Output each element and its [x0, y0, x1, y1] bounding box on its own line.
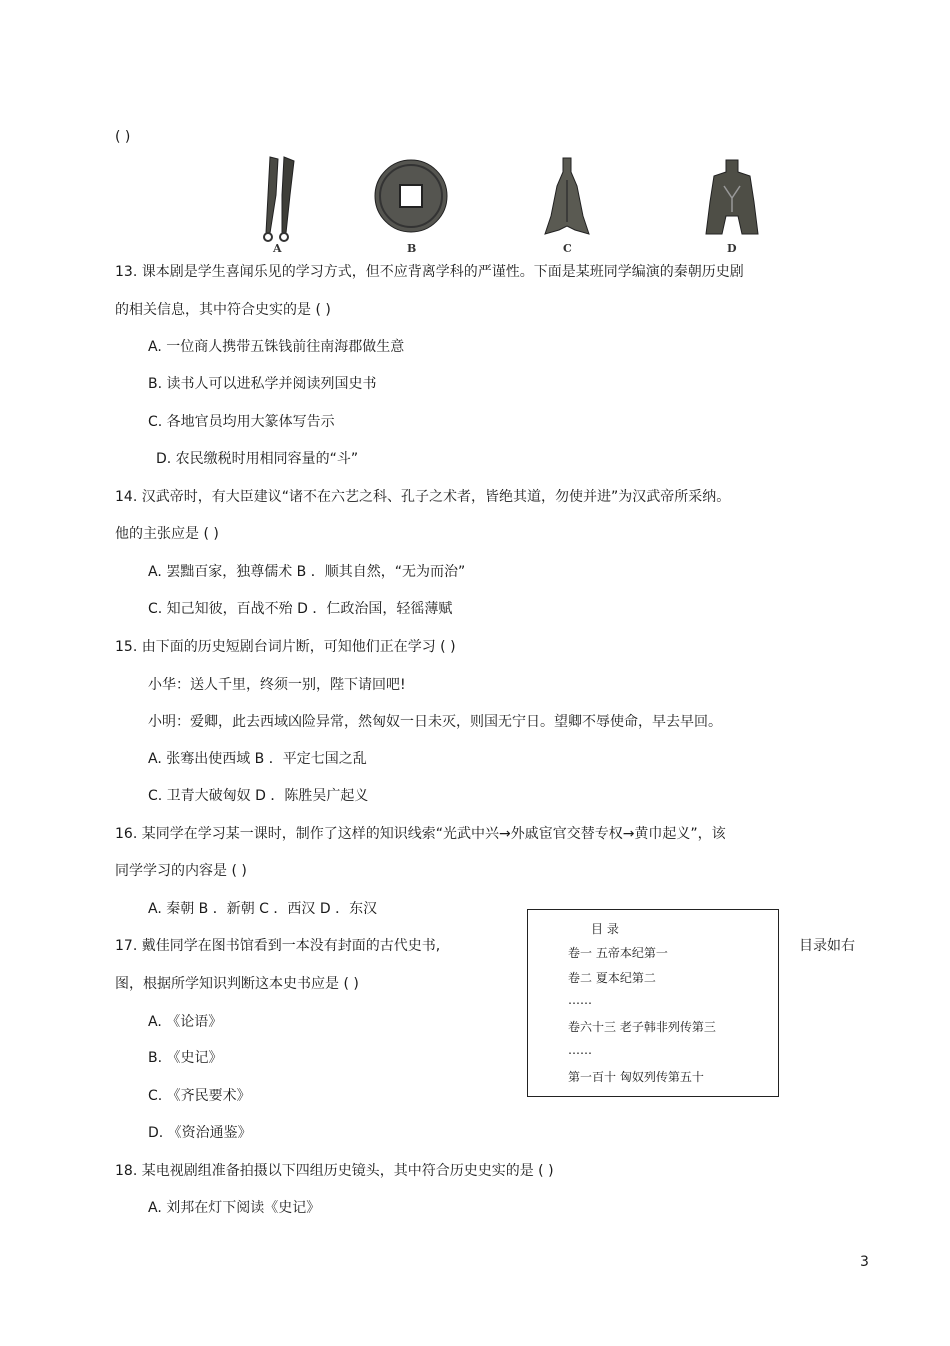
question-16-line-1: 16. 某同学在学习某一课时，制作了这样的知识线索“光武中兴→外戚宦官交替专权→黄巾起义”，该	[115, 826, 726, 842]
question-13-line-1: 13. 课本剧是学生喜闻乐见的学习方式，但不应背离学科的严谨性。下面是某班同学编演的秦朝历史剧	[115, 264, 744, 280]
coin-label-d: D	[727, 242, 737, 255]
question-15-options-cd: C. 卫青大破匈奴 D ．陈胜吴广起义	[148, 788, 369, 804]
question-17-option-b: B. 《史记》	[148, 1050, 223, 1066]
question-16-options: A. 秦朝 B ．新朝 C ．西汉 D ．东汉	[148, 901, 378, 917]
question-17-option-d: D. 《资治通鉴》	[148, 1125, 252, 1141]
question-18-line-1: 18. 某电视剧组准备拍摄以下四组历史镜头，其中符合历史史实的是 ( )	[115, 1163, 554, 1179]
question-18-option-a: A. 刘邦在灯下阅读《史记》	[148, 1200, 321, 1216]
question-15-line-1: 15. 由下面的历史短剧台词片断，可知他们正在学习 ( )	[115, 639, 456, 655]
knife-coin-image	[256, 155, 304, 243]
page-number: 3	[860, 1254, 869, 1270]
answer-bracket: ( )	[115, 129, 131, 145]
spade-coin-pointed-image	[541, 156, 593, 240]
question-13-option-a: A. 一位商人携带五铢钱前往南海郡做生意	[148, 339, 405, 355]
question-17-option-c: C. 《齐民要术》	[148, 1088, 251, 1104]
question-13-option-c: C. 各地官员均用大篆体写告示	[148, 414, 335, 430]
question-15-dialogue-2: 小明：爱卿，此去西域凶险异常，然匈奴一日未灭，则国无宁日。望卿不辱使命，早去早回。	[148, 714, 722, 730]
question-17-option-a: A. 《论语》	[148, 1014, 223, 1030]
question-16-line-2: 同学学习的内容是 ( )	[115, 863, 247, 879]
question-15-dialogue-1: 小华：送人千里，终须一别，陛下请回吧!	[148, 677, 406, 693]
question-17-line-1-end: 目录如右	[799, 938, 855, 954]
toc-line: ……	[568, 1043, 592, 1057]
question-14-options-ab: A. 罢黜百家，独尊儒术 B ．顺其自然，“无为而治”	[148, 564, 466, 580]
question-15-options-ab: A. 张骞出使西域 B ．平定七国之乱	[148, 751, 367, 767]
question-13-line-2: 的相关信息，其中符合史实的是 ( )	[115, 302, 331, 318]
question-13-option-b: B. 读书人可以进私学并阅读列国史书	[148, 376, 377, 392]
toc-line: ……	[568, 993, 592, 1007]
round-coin-image	[373, 158, 449, 234]
coin-label-a: A	[273, 242, 282, 255]
question-17-line-1: 17. 戴佳同学在图书馆看到一本没有封面的古代史书,	[115, 938, 441, 954]
toc-line: 卷六十三 老子韩非列传第三	[568, 1020, 716, 1034]
toc-title: 目 录	[591, 922, 619, 936]
question-14-line-2: 他的主张应是 ( )	[115, 526, 219, 542]
toc-line: 卷一 五帝本纪第一	[568, 946, 668, 960]
coin-label-b: B	[407, 242, 417, 255]
table-of-contents-box	[527, 909, 779, 1097]
question-13-option-d: D. 农民缴税时用相同容量的“斗”	[156, 451, 359, 467]
toc-line: 卷二 夏本纪第二	[568, 971, 656, 985]
question-17-line-2: 图，根据所学知识判断这本史书应是 ( )	[115, 976, 359, 992]
question-14-options-cd: C. 知己知彼，百战不殆 D ．仁政治国，轻徭薄赋	[148, 601, 453, 617]
coin-label-c: C	[563, 242, 572, 255]
question-14-line-1: 14. 汉武帝时，有大臣建议“诸不在六艺之科、孔子之术者，皆绝其道，勿使并进”为汉武帝所采纳。	[115, 489, 731, 505]
toc-line: 第一百十 匈奴列传第五十	[568, 1070, 704, 1084]
spade-coin-square-image	[704, 158, 760, 238]
